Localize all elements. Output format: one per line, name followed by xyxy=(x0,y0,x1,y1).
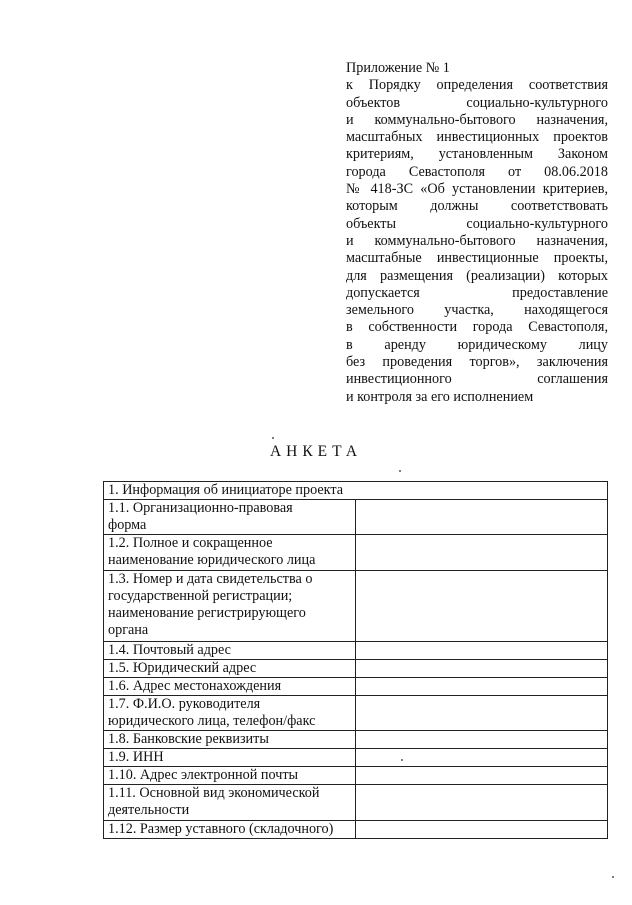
appendix-line: к Порядку определения соответствия xyxy=(346,77,608,94)
appendix-line: и коммунально-бытового назначения, xyxy=(346,111,608,128)
appendix-line: № 418-ЗС «Об установлении критериев, xyxy=(346,181,608,198)
appendix-line: в собственности города Севастополя, xyxy=(346,319,608,336)
form-row-label: 1.2. Полное и сокращенное наименование юридического лица xyxy=(104,535,356,571)
form-row-value[interactable] xyxy=(356,696,608,731)
section-header: 1. Информация об инициаторе проекта xyxy=(104,482,608,500)
form-row-label: 1.8. Банковские реквизиты xyxy=(104,731,356,749)
form-row-value[interactable] xyxy=(356,821,608,839)
appendix-line: масштабных инвестиционных проектов xyxy=(346,129,608,146)
appendix-line: допускается предоставление xyxy=(346,284,608,301)
appendix-line: в аренду юридическому лицу xyxy=(346,336,608,353)
form-row-label: 1.7. Ф.И.О. руководителя юридического лица, телефон/факс xyxy=(104,696,356,731)
form-row-value[interactable] xyxy=(356,660,608,678)
appendix-line: которым должны соответствовать xyxy=(346,198,608,215)
questionnaire-table xyxy=(103,481,608,839)
form-row xyxy=(104,821,608,839)
scan-speck xyxy=(272,437,274,439)
form-row xyxy=(104,678,608,696)
appendix-line: без проведения торгов», заключения xyxy=(346,354,608,371)
form-row-label: 1.10. Адрес электронной почты xyxy=(104,767,356,785)
section-header-row xyxy=(104,482,608,500)
form-row-label: 1.12. Размер уставного (складочного) xyxy=(104,821,356,839)
appendix-line: критериям, установленным Законом xyxy=(346,146,608,163)
form-row-label: 1.11. Основной вид экономической деятельности xyxy=(104,785,356,821)
form-row-value[interactable] xyxy=(356,785,608,821)
form-row-value[interactable] xyxy=(356,731,608,749)
form-row-value[interactable] xyxy=(356,678,608,696)
form-row-value[interactable] xyxy=(356,642,608,660)
form-row-label: 1.4. Почтовый адрес xyxy=(104,642,356,660)
appendix-line: земельного участка, находящегося xyxy=(346,302,608,319)
form-row xyxy=(104,642,608,660)
form-row-label: 1.6. Адрес местонахождения xyxy=(104,678,356,696)
appendix-block xyxy=(346,60,608,406)
appendix-line: объекты социально-культурного xyxy=(346,215,608,232)
appendix-line: Приложение № 1 xyxy=(346,60,450,76)
form-row xyxy=(104,785,608,821)
form-row xyxy=(104,767,608,785)
form-row xyxy=(104,500,608,535)
scan-speck xyxy=(401,759,403,761)
form-row xyxy=(104,535,608,571)
appendix-line: для размещения (реализации) которых xyxy=(346,267,608,284)
form-row xyxy=(104,749,608,767)
form-row-value[interactable] xyxy=(356,767,608,785)
appendix-line: объектов социально-культурного xyxy=(346,94,608,111)
scan-speck xyxy=(399,470,401,472)
form-row-value[interactable] xyxy=(356,571,608,642)
appendix-line: и контроля за его исполнением xyxy=(346,388,534,405)
appendix-line: города Севастополя от 08.06.2018 xyxy=(346,163,608,180)
form-row xyxy=(104,660,608,678)
form-row xyxy=(104,731,608,749)
form-title: АНКЕТА xyxy=(269,443,363,460)
appendix-line: и коммунально-бытового назначения, xyxy=(346,232,608,249)
form-row-label: 1.3. Номер и дата свидетельства о государственной регистрации; наименование регистрирующего органа xyxy=(104,571,356,642)
appendix-line: масштабные инвестиционные проекты, xyxy=(346,250,608,267)
form-row-label: 1.5. Юридический адрес xyxy=(104,660,356,678)
form-row xyxy=(104,696,608,731)
scan-speck xyxy=(612,876,614,878)
form-row-value[interactable] xyxy=(356,500,608,535)
form-row-label: 1.1. Организационно-правовая форма xyxy=(104,500,356,535)
appendix-line: инвестиционного соглашения xyxy=(346,371,608,388)
form-row xyxy=(104,571,608,642)
form-row-value[interactable] xyxy=(356,535,608,571)
form-row-label: 1.9. ИНН xyxy=(104,749,356,767)
form-row-value[interactable] xyxy=(356,749,608,767)
